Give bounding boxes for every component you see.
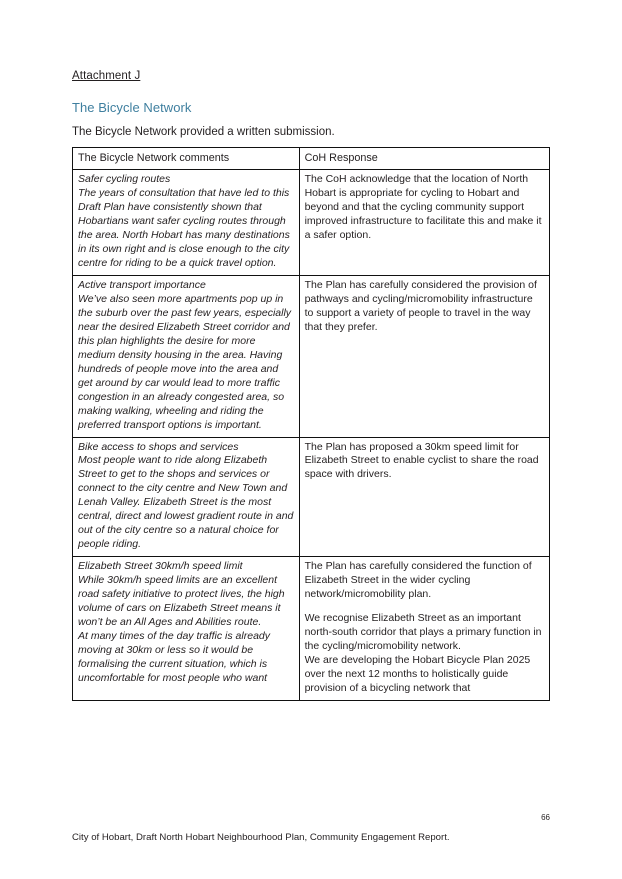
comment-cell xyxy=(73,557,300,701)
response-paragraph: The Plan has carefully considered the function of Elizabeth Street in the wider cycling network/micromobility plan. xyxy=(304,560,532,601)
comment-title: Active transport importance xyxy=(78,279,206,292)
page-number: 66 xyxy=(541,813,550,822)
page-title: The Bicycle Network xyxy=(72,100,192,115)
table-row xyxy=(73,557,550,701)
table-row xyxy=(73,170,550,276)
comments-table xyxy=(72,147,550,701)
response-cell xyxy=(299,437,549,557)
comment-title: Bike access to shops and services xyxy=(78,440,239,453)
table-row xyxy=(73,276,550,437)
response-paragraph: We recognise Elizabeth Street as an important north-south corridor that plays a primary function in the cycling/micromobility network. We are developing the Hobart Bicycle Plan 2025 over the next 12 months to holistically guide provision of a bicycling network that xyxy=(304,612,542,694)
column-header-response: CoH Response xyxy=(299,148,549,170)
response-cell xyxy=(299,170,549,276)
response-cell xyxy=(299,557,549,701)
comment-body: We’ve also seen more apartments pop up in the suburb over the past few years, especially near the desired Elizabeth Street corridor and this plan highlights the desire for more medium density housing in the area. Having hundreds of people move into the area and get around by car would lead to more traffic congestion in an already congested area, so making walking, wheeling and riding the preferred transport options is important. xyxy=(78,292,292,431)
page-footer: City of Hobart, Draft North Hobart Neighbourhood Plan, Community Engagement Report. xyxy=(72,832,450,843)
comment-body: The years of consultation that have led to this Draft Plan have consistently shown that Hobartians want safer cycling routes through the area. North Hobart has many destinations in its own right and is close enough to the city centre for riding to be a quick travel option. xyxy=(78,187,290,270)
comment-cell xyxy=(73,276,300,437)
comment-title: Elizabeth Street 30km/h speed limit xyxy=(78,560,243,573)
response-paragraph: The CoH acknowledge that the location of North Hobart is appropriate for cycling to Hobart and beyond and that the cycling community support improved infrastructure to facilitate this and make it a safer option. xyxy=(304,173,542,242)
column-header-comments: The Bicycle Network comments xyxy=(73,148,300,170)
comment-body: Most people want to ride along Elizabeth Street to get to the shops and services or connect to the city centre and New Town and Lenah Valley. Elizabeth Street is the most central, direct and lowest gradient route in and out of the city centre so a natural choice for people riding. xyxy=(78,454,294,551)
attachment-label: Attachment J xyxy=(72,70,141,82)
response-paragraph: The Plan has proposed a 30km speed limit for Elizabeth Street to enable cyclist to share the road space with drivers. xyxy=(304,440,539,481)
comment-cell xyxy=(73,170,300,276)
comment-title: Safer cycling routes xyxy=(78,173,171,186)
table-header-row xyxy=(73,148,550,170)
table-row xyxy=(73,437,550,557)
comment-body: While 30km/h speed limits are an excellent road safety initiative to protect lives, the high volume of cars on Elizabeth Street means it won’t be an All Ages and Abilities route. At many times of the day traffic is already moving at 30km or less so it would be formalising the current situation, which is uncomfortable for most people who want xyxy=(78,574,285,684)
response-cell xyxy=(299,276,549,437)
comment-cell xyxy=(73,437,300,557)
intro-paragraph: The Bicycle Network provided a written submission. xyxy=(72,126,335,138)
response-paragraph: The Plan has carefully considered the provision of pathways and cycling/micromobility infrastructure to support a variety of people to travel in the way that they prefer. xyxy=(304,279,537,333)
